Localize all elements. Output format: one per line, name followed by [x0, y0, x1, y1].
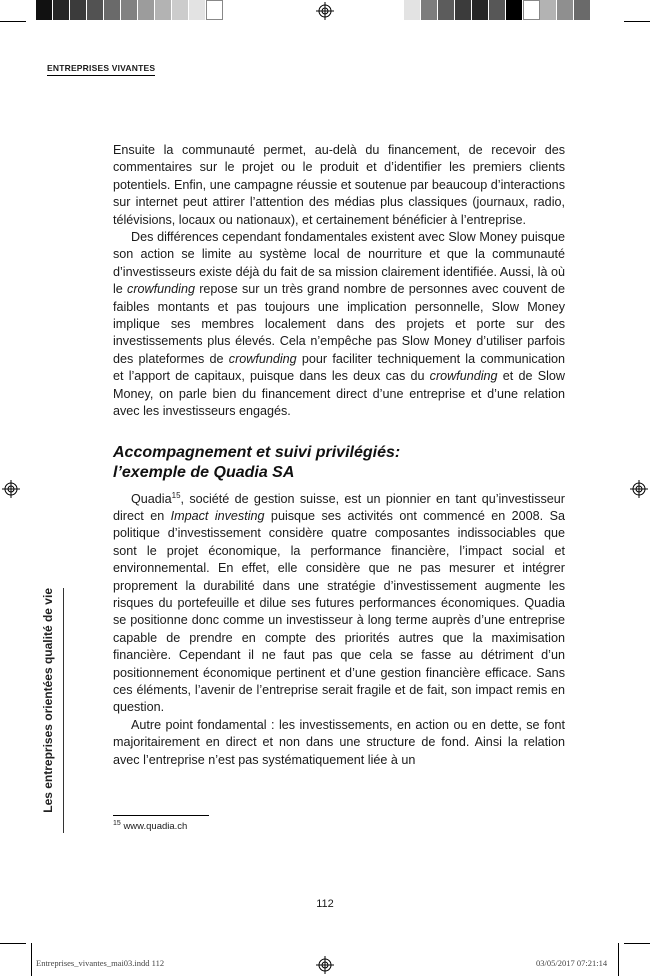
running-head: ENTREPRISES VIVANTES — [47, 63, 155, 76]
color-swatch — [489, 0, 506, 20]
color-swatch — [36, 0, 53, 20]
slug-timestamp: 03/05/2017 07:21:14 — [536, 958, 608, 968]
color-swatch — [557, 0, 574, 20]
emphasis: Impact investing — [170, 508, 265, 523]
registration-mark-icon — [316, 2, 334, 20]
registration-mark-icon — [630, 480, 648, 498]
color-bar-left — [36, 0, 223, 20]
registration-mark-icon — [2, 480, 20, 498]
crop-mark — [624, 21, 650, 22]
paragraph: Ensuite la communauté permet, au-delà du financement, de recevoir des commentaires sur le projet ou le produit et d’identifier les premiers clients potentiels. Enfin, une campagne réussie et soutenue par beaucoup d’interactions sur internet peut attirer l’attention des médias plus classiques (journaux, radio, télévisions, locaux ou nationaux), et certainement bénéficier à l’entreprise. — [113, 143, 565, 227]
emphasis: crowfunding — [228, 351, 297, 366]
color-swatch — [104, 0, 121, 20]
color-swatch — [421, 0, 438, 20]
color-bar-right — [404, 0, 591, 20]
footnote-rule — [113, 815, 209, 816]
registration-mark-icon — [316, 956, 334, 974]
color-swatch — [574, 0, 591, 20]
emphasis: crowfunding — [127, 282, 195, 297]
crop-mark — [624, 943, 650, 944]
paragraph: Quadia$^{15}$, société de gestion suisse, est un pionnier en tant qu’investisseur direct en Impact investing puisque ses activités ont commencé en 2008. Sa politique d’investissement considère quatre composantes indissociables que sont le projet économique, la performance financière, l’impact social et environnemental. En effet, elle considère que ne pas mesurer et intégrer proprement la durabilité dans une stratégie d’investissement augmente les risques du portefeuille et dilue ses futures performances économiques. Quadia se positionne donc comme un investisseur à long terme auprès d’une entreprise capable de prendre en compte des priorités autres que la maximisation financière. Cependant il ne faut pas que cela se fasse au détriment d’un positionnement économique pertinent et d’une gestion financière efficace. Sans ces éléments, l’avenir de l’entreprise serait fragile et de fait, son impact remis en question. — [113, 490, 565, 715]
color-swatch — [70, 0, 87, 20]
color-swatch — [540, 0, 557, 20]
color-swatch — [506, 0, 523, 20]
color-swatch — [87, 0, 104, 20]
slug-file: Entreprises_vivantes_mai03.indd 112 — [36, 958, 165, 968]
color-swatch — [438, 0, 455, 20]
paragraph: Autre point fondamental : les investissements, en action ou en dette, se font majoritairement en direct et non dans une structure de fond. Ainsi la relation avec l’entreprise n’est pas systématiquement liée à un — [113, 717, 565, 767]
color-swatch — [472, 0, 489, 20]
footnote-number: 15 — [113, 819, 121, 827]
color-swatch — [189, 0, 206, 20]
footnote-link[interactable]: www.quadia.ch — [123, 821, 188, 832]
color-swatch — [523, 0, 540, 20]
crop-mark — [618, 943, 619, 976]
color-swatch — [404, 0, 421, 20]
section-heading: Accompagnement et suivi privilégiés: l’exemple de Quadia SA — [113, 443, 401, 481]
color-swatch — [121, 0, 138, 20]
color-swatch — [138, 0, 155, 20]
crop-mark — [31, 943, 32, 976]
page-number: 112 — [316, 898, 334, 910]
color-swatch — [172, 0, 189, 20]
crop-mark — [0, 21, 26, 22]
footnote-reference[interactable]: 15 — [171, 490, 181, 500]
side-rule — [63, 588, 64, 833]
emphasis: crowfunding — [429, 369, 498, 384]
color-swatch — [53, 0, 70, 20]
crop-mark — [0, 943, 26, 944]
color-swatch — [155, 0, 172, 20]
side-title: Les entreprises orientées qualité de vie — [41, 588, 55, 813]
color-swatch — [206, 0, 223, 20]
paragraph: Des différences cependant fondamentales existent avec Slow Money puisque son action se limite au système local de nourriture et que la communauté d’investisseurs existe déjà du fait de sa mission clairement identifiée. Aussi, là où le crowfunding repose sur un très grand nombre de personnes avec couvent de faibles montants et pas toujours une implication personnelle, Slow Money implique ses membres localement dans des projets et porte sur des investissements plus élevés. Cela n’empêche pas Slow Money d’utiliser parfois des plateformes de crowfunding pour faciliter techniquement la communication et l’apport de capitaux, puisque dans les deux cas du crowfunding et de Slow Money, on parle bien du financement direct d’une entreprise et d’une relation avec les investisseurs engagés. — [113, 230, 566, 419]
color-swatch — [455, 0, 472, 20]
body-text — [113, 142, 565, 769]
footnote — [113, 821, 187, 832]
